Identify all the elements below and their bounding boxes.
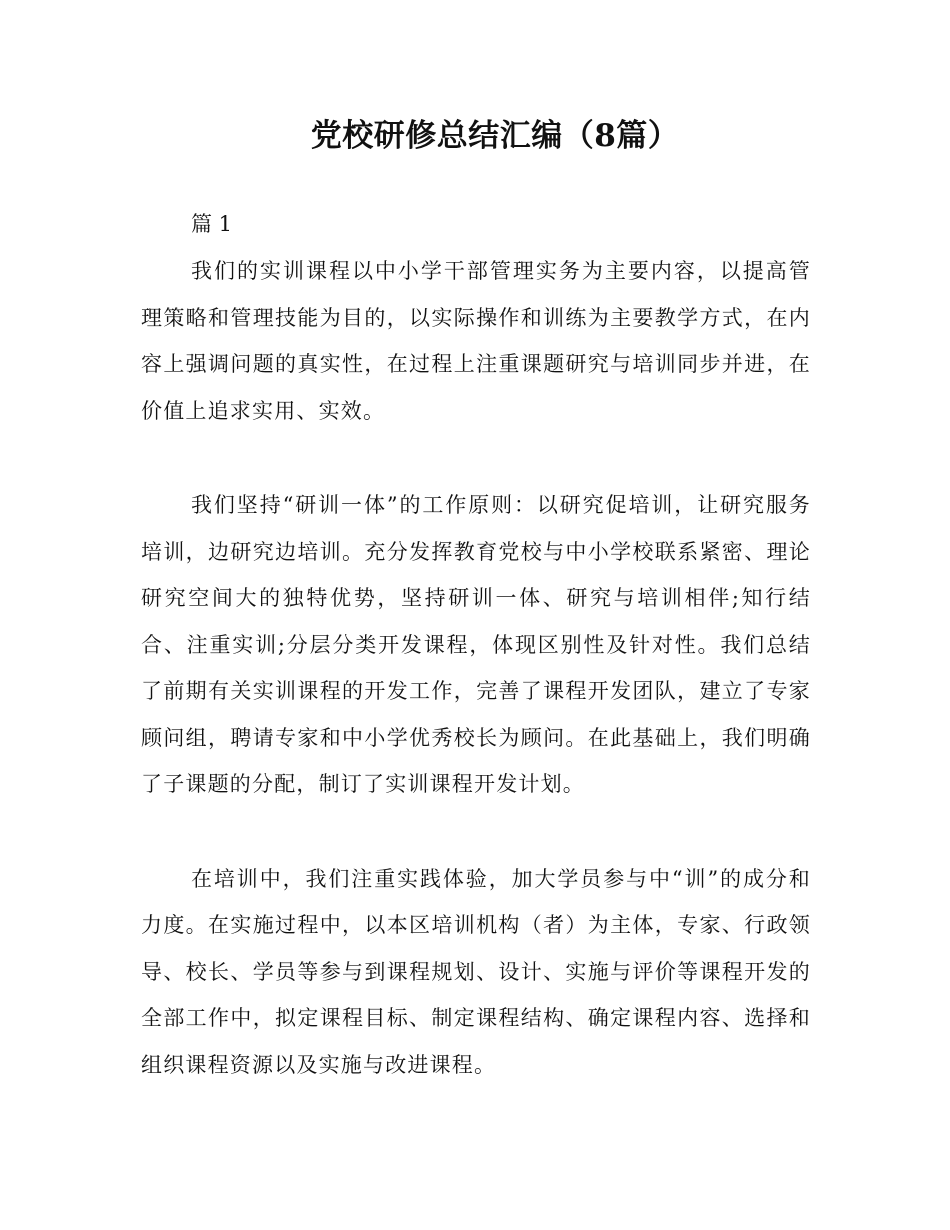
- document-body: [141, 200, 811, 1088]
- paragraph-3: 在培训中，我们注重实践体验，加大学员参与中“训”的成分和力度。在实施过程中，以本区培训机构（者）为主体，专家、行政领导、校长、学员等参与到课程规划、设计、实施与评价等课程开发的全部工作中，拟定课程目标、制定课程结构、确定课程内容、选择和组织课程资源以及实施与改进课程。: [141, 866, 811, 1077]
- paragraph-gap: [141, 808, 811, 856]
- paragraph-gap: [141, 434, 811, 482]
- paragraph-1: 我们的实训课程以中小学干部管理实务为主要内容，以提高管理策略和管理技能为目的，以实际操作和训练为主要教学方式，在内容上强调问题的真实性，在过程上注重课题研究与培训同步并进，在价值上追求实用、实效。: [141, 259, 811, 423]
- paragraph-2: 我们坚持“研训一体”的工作原则：以研究促培训，让研究服务培训，边研究边培训。充分发挥教育党校与中小学校联系紧密、理论研究空间大的独特优势，坚持研训一体、研究与培训相伴;知行结合、注重实训;分层分类开发课程，体现区别性及针对性。我们总结了前期有关实训课程的开发工作，完善了课程开发团队，建立了专家顾问组，聘请专家和中小学优秀校长为顾问。在此基础上，我们明确了子课题的分配，制订了实训课程开发计划。: [141, 493, 811, 796]
- document-title: 党校研修总结汇编（8篇）: [310, 118, 680, 154]
- section-label: 篇 1: [191, 212, 233, 236]
